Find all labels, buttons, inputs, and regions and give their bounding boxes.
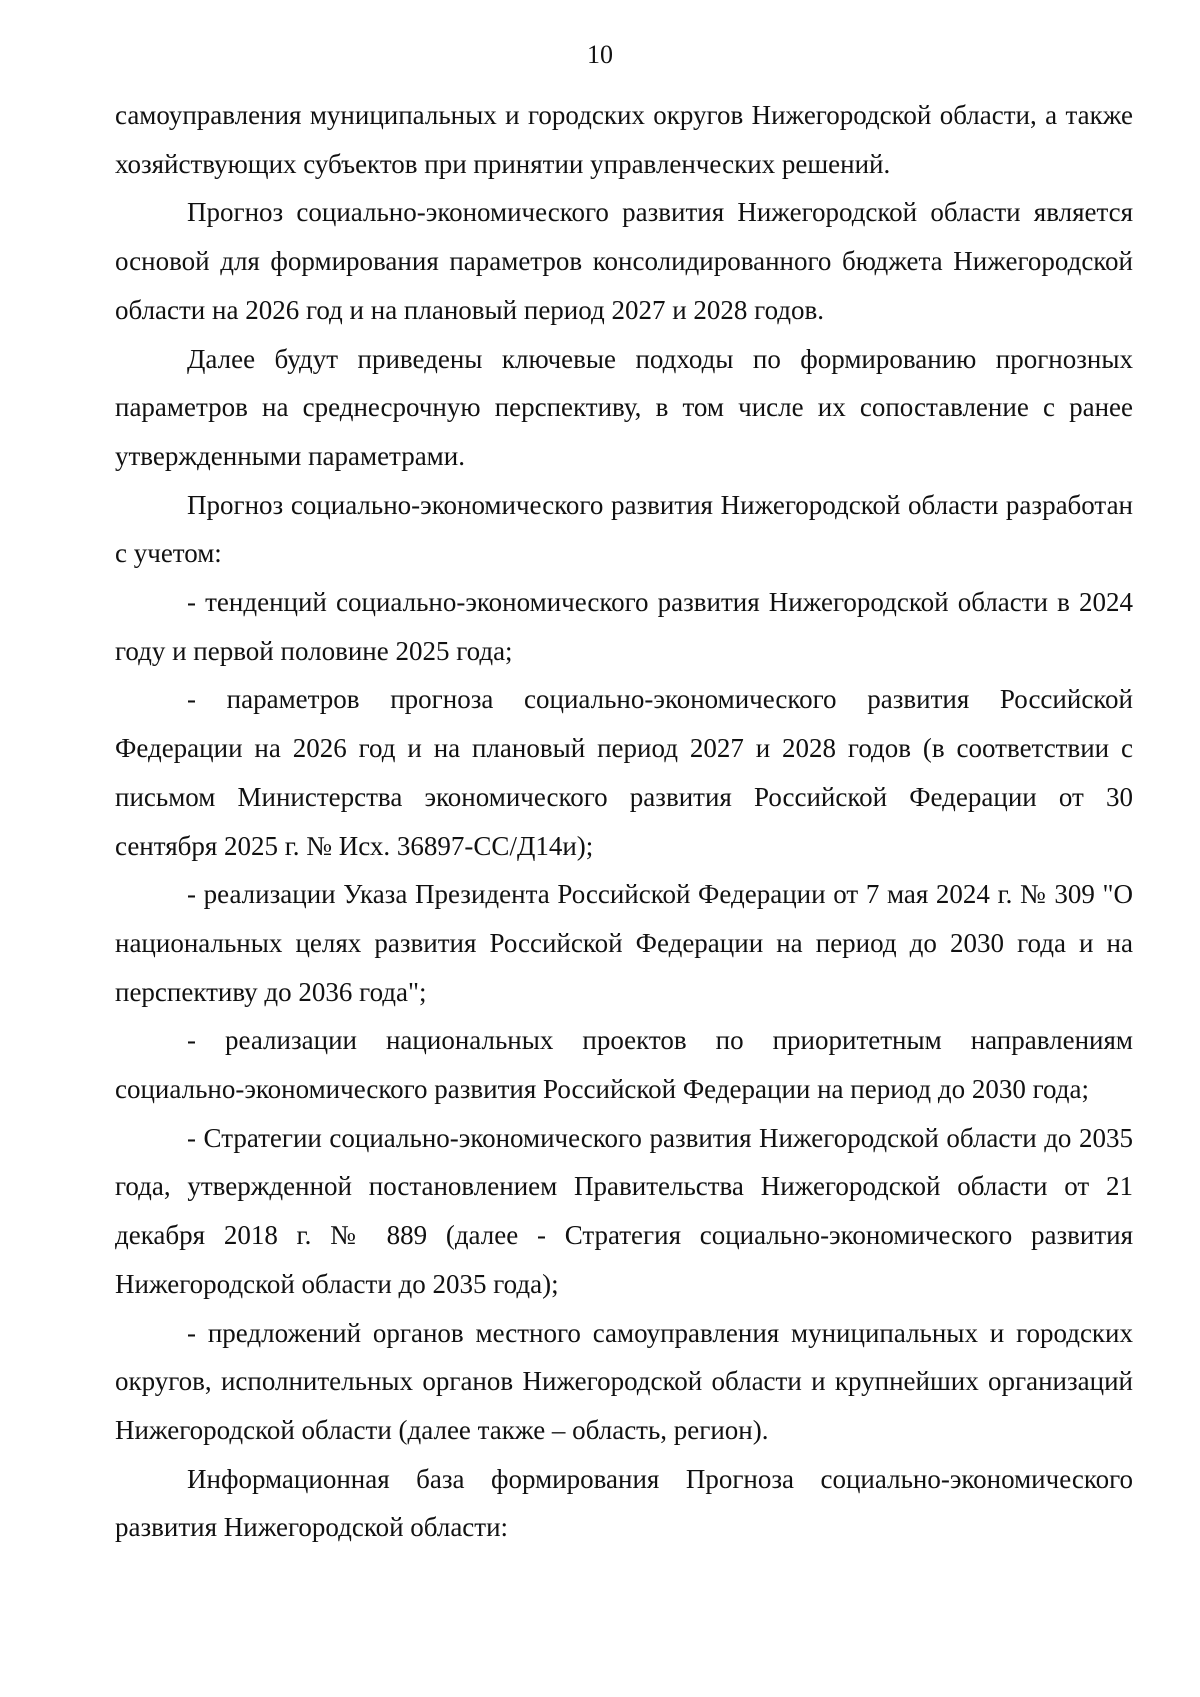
paragraph-information-base: Информационная база формирования Прогноза социально-экономического развития Нижегородской области: [115, 1463, 1133, 1543]
paragraph-key-approaches: Далее будут приведены ключевые подходы по формированию прогнозных параметров на среднесрочную перспективу, в том числе их сопоставление с ранее утвержденными параметрами. [115, 343, 1133, 471]
list-item-proposals: - предложений органов местного самоуправления муниципальных и городских округов, исполнительных органов Нижегородской области и крупнейших организаций Нижегородской области (далее также – область, регион). [115, 1317, 1133, 1445]
page-number: 10 [587, 40, 613, 69]
list-item-regional-strategy: - Стратегии социально-экономического развития Нижегородской области до 2035 года, утвержденной постановлением Правительства Нижегородской области от 21 декабря 2018 г. № 889 (далее - Стратегия социально-экономического развития Нижегородской области до 2035 года); [115, 1122, 1133, 1299]
paragraph-continuation: самоуправления муниципальных и городских округов Нижегородской области, а также хозяйствующих субъектов при принятии управленческих решений. [115, 100, 1133, 179]
document-body [115, 91, 1133, 1552]
list-item-presidential-decree: - реализации Указа Президента Российской Федерации от 7 мая 2024 г. № 309 "О национальных целях развития Российской Федерации на период до 2030 года и на перспективу до 2036 года"; [115, 879, 1133, 1007]
paragraph-forecast-basis: Прогноз социально-экономического развития Нижегородской области является основой для формирования параметров консолидированного бюджета Нижегородской области на 2026 год и на плановый период 2027 и 2028 годов. [115, 197, 1133, 325]
paragraph-forecast-developed: Прогноз социально-экономического развития Нижегородской области разработан с учетом: [115, 489, 1133, 569]
list-item-trends: - тенденций социально-экономического развития Нижегородской области в 2024 году и первой половине 2025 года; [115, 587, 1133, 666]
list-item-federal-forecast: - параметров прогноза социально-экономического развития Российской Федерации на 2026 год и на плановый период 2027 и 2028 годов (в соответствии с письмом Министерства экономического развития Российской Федерации от 30 сентября 2025 г. № Исх. 36897-СС/Д14и); [115, 684, 1133, 861]
list-item-national-projects: - реализации национальных проектов по приоритетным направлениям социально-экономического развития Российской Федерации на период до 2030 года; [115, 1025, 1133, 1105]
